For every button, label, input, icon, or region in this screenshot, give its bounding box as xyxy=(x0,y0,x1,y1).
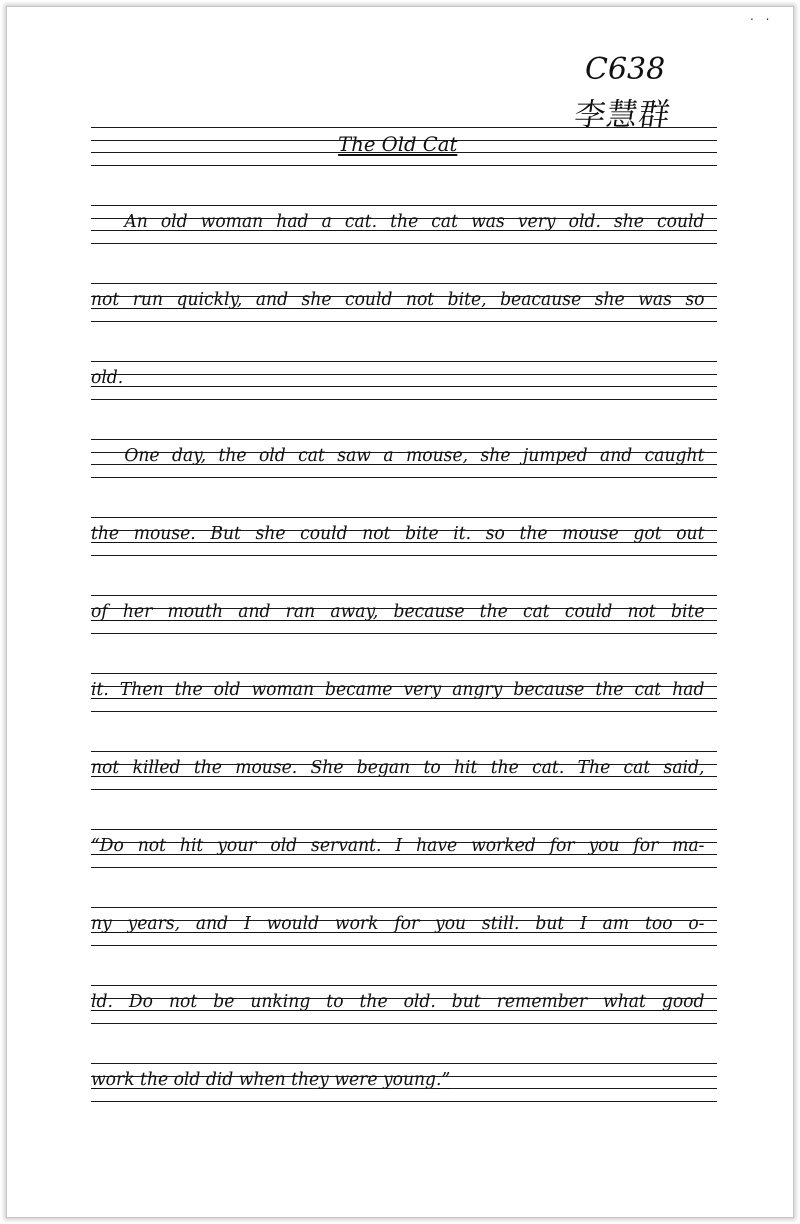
writing-staff xyxy=(91,751,717,789)
writing-staff xyxy=(91,829,717,867)
text-line: One day, the old cat saw a mouse, she jumped and caught xyxy=(124,446,705,466)
writing-staff xyxy=(91,517,717,555)
text-line: An old woman had a cat. the cat was very old. she could xyxy=(124,212,705,232)
corner-mark: . . xyxy=(750,9,774,23)
text-line: old. xyxy=(91,368,124,388)
writing-staff xyxy=(91,673,717,711)
writing-staff xyxy=(91,595,717,633)
text-line: of her mouth and ran away, because the cat could not bite xyxy=(91,602,705,622)
student-code: C638 xyxy=(585,52,666,87)
text-line: work the old did when they were young.” xyxy=(91,1070,451,1090)
document-title: The Old Cat xyxy=(338,132,458,156)
writing-staff xyxy=(91,439,717,477)
writing-staff xyxy=(91,985,717,1023)
writing-staff xyxy=(91,1063,717,1101)
text-line: ld. Do not be unking to the old. but remember what good xyxy=(91,992,705,1012)
text-line: “Do not hit your old servant. I have worked for you for ma- xyxy=(91,836,705,856)
text-line: the mouse. But she could not bite it. so the mouse got out xyxy=(91,524,705,544)
text-line: ny years, and I would work for you still. but I am too o- xyxy=(91,914,705,934)
title-staff xyxy=(91,127,717,165)
text-line: not run quickly, and she could not bite, beacause she was so xyxy=(91,290,705,310)
text-line: it. Then the old woman became very angry because the cat had xyxy=(91,680,705,700)
student-name: 李慧群 xyxy=(571,97,674,133)
writing-staff xyxy=(91,907,717,945)
paper-sheet xyxy=(6,6,794,1218)
text-line: not killed the mouse. She began to hit the cat. The cat said, xyxy=(91,758,705,778)
writing-staff xyxy=(91,361,717,399)
writing-staff xyxy=(91,205,717,243)
writing-staff xyxy=(91,283,717,321)
